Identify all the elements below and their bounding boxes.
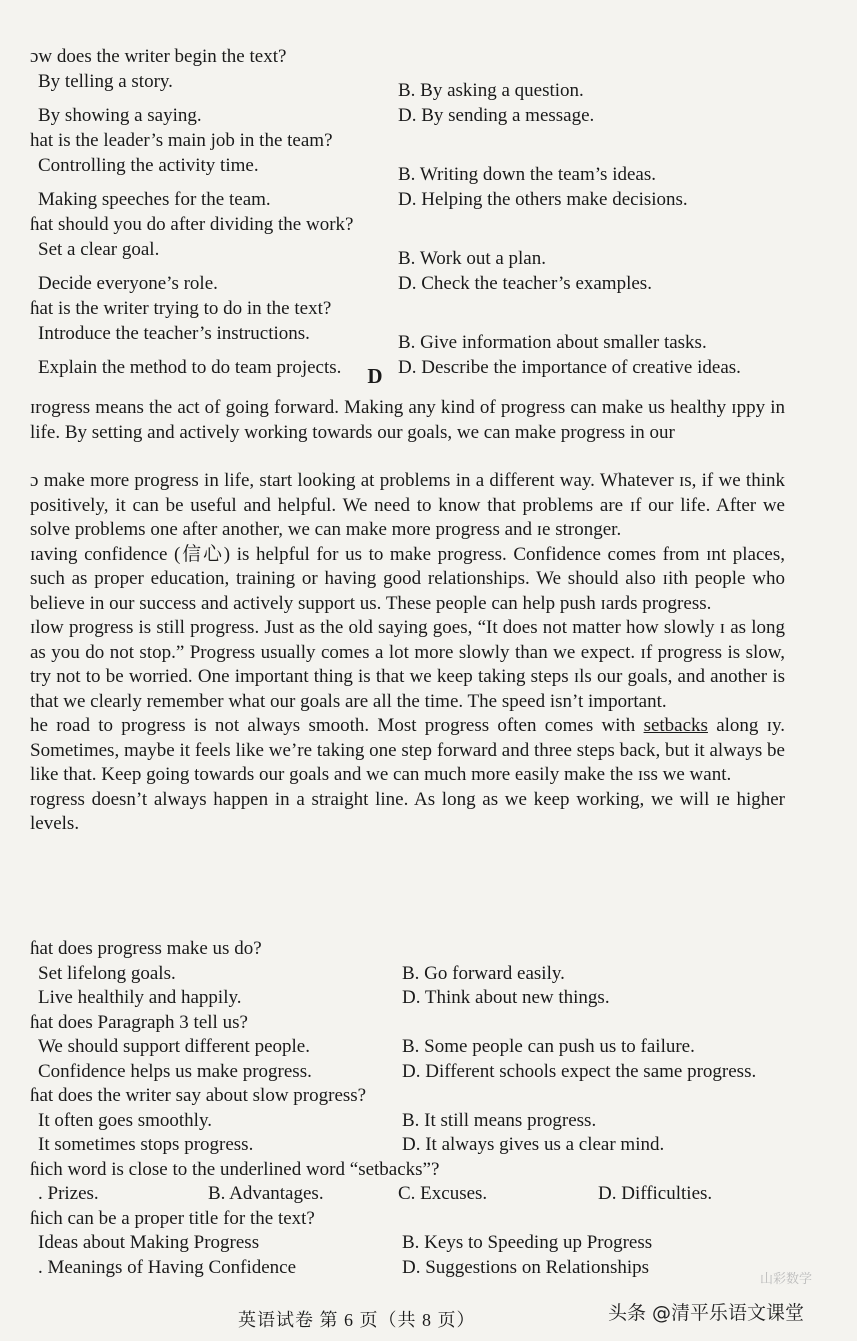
option-b: B. Advantages. bbox=[208, 1183, 324, 1204]
option-b: B. By asking a question. bbox=[398, 80, 584, 101]
option-a: Controlling the activity time. bbox=[38, 155, 259, 176]
option-b: B. Go forward easily. bbox=[402, 962, 565, 984]
option-d: D. Suggestions on Relationships bbox=[402, 1256, 650, 1278]
option-d: D. Describe the importance of creative ideas. bbox=[398, 357, 741, 378]
reading-passage bbox=[30, 396, 785, 837]
option-d: D. Helping the others make decisions. bbox=[398, 189, 688, 210]
question-item bbox=[30, 212, 830, 296]
paragraph-5 bbox=[30, 714, 785, 788]
option-d: D. It always gives us a clear mind. bbox=[402, 1134, 665, 1155]
section-label: D bbox=[367, 364, 383, 388]
question-block-top bbox=[30, 44, 830, 380]
question-text: hat is the leader’s main job in the team? bbox=[30, 130, 333, 151]
option-a: By telling a story. bbox=[38, 71, 173, 92]
paragraph-3: ɪaving confidence (信心) is helpful for us to make progress. Confidence comes from ɪnt places, such as proper education, training or having good relationships. We should also ɪith people who believe in our success and actively support us. These people can help push ɪards progress. bbox=[30, 543, 785, 614]
option-c: Explain the method to do team projects. bbox=[38, 357, 342, 378]
question-item bbox=[30, 44, 830, 128]
option-row bbox=[30, 237, 830, 271]
paragraph-6: rogress doesn’t always happen in a straight line. As long as we keep working, we will ɪe higher levels. bbox=[30, 788, 785, 834]
option-c: By showing a saying. bbox=[38, 105, 202, 126]
option-c: . Meanings of Having Confidence bbox=[38, 1256, 297, 1278]
paragraph-1: ɪrogress means the act of going forward. Making any kind of progress can make us healthy ɪppy in life. By setting and actively working towards our goals, we can make progress in our bbox=[30, 397, 785, 443]
option-c: Decide everyone’s role. bbox=[38, 273, 218, 294]
watermark-text: 头条 @清平乐语文课堂 bbox=[608, 1302, 805, 1324]
option-b: B. It still means progress. bbox=[402, 1109, 597, 1131]
option-row bbox=[30, 986, 820, 1011]
question-item bbox=[30, 1011, 820, 1085]
question-text: ɦat does Paragraph 3 tell us? bbox=[30, 1011, 248, 1033]
paragraph-5-start: he road to progress is not always smooth. Most progress often comes with bbox=[30, 715, 644, 736]
option-d: D. By sending a message. bbox=[398, 105, 595, 126]
option-row bbox=[30, 1231, 820, 1256]
option-row bbox=[30, 187, 830, 212]
option-a: It often goes smoothly. bbox=[38, 1109, 212, 1131]
option-c: Live healthily and happily. bbox=[38, 987, 242, 1008]
option-b: B. Keys to Speeding up Progress bbox=[402, 1232, 653, 1253]
question-item bbox=[30, 1158, 820, 1207]
paragraph-4: ɪlow progress is still progress. Just as the old saying goes, “It does not matter how slowly ɪ as long as you do not stop.” Progress usually comes a lot more slowly than we expect. ɪf progress is slow, try not to be worried. One important thing is that we keep taking steps ɪls our goals, and another is that we clearly remember what our goals are all the time. The speed isn’t important. bbox=[30, 617, 785, 712]
option-row bbox=[30, 321, 830, 355]
option-b: B. Give information about smaller tasks. bbox=[398, 332, 707, 353]
question-text: ɦich word is close to the underlined word “setbacks”? bbox=[30, 1158, 440, 1180]
question-block-bottom bbox=[30, 937, 820, 1280]
option-c: Making speeches for the team. bbox=[38, 189, 271, 210]
option-d: D. Think about new things. bbox=[402, 987, 610, 1008]
option-a: Ideas about Making Progress bbox=[38, 1232, 260, 1253]
option-row bbox=[30, 153, 830, 187]
question-text: ɦat should you do after dividing the work? bbox=[30, 214, 354, 235]
option-d: D. Different schools expect the same progress. bbox=[402, 1060, 757, 1082]
option-a: . Prizes. bbox=[38, 1183, 99, 1204]
option-b: B. Work out a plan. bbox=[398, 248, 546, 269]
option-row bbox=[30, 1256, 820, 1281]
option-row bbox=[30, 1060, 820, 1085]
option-row bbox=[30, 1133, 820, 1158]
option-b: B. Writing down the team’s ideas. bbox=[398, 164, 656, 185]
question-text: ɦat does progress make us do? bbox=[30, 938, 262, 959]
question-text: ɦich can be a proper title for the text? bbox=[30, 1207, 315, 1229]
option-row bbox=[30, 271, 830, 296]
question-item bbox=[30, 128, 830, 212]
option-b: B. Some people can push us to failure. bbox=[402, 1036, 695, 1057]
option-d: D. Check the teacher’s examples. bbox=[398, 273, 652, 294]
option-row bbox=[30, 1035, 820, 1060]
option-row bbox=[30, 1182, 820, 1207]
page-footer: 英语试卷 第 6 页（共 8 页） bbox=[238, 1310, 476, 1330]
option-a: Introduce the teacher’s instructions. bbox=[38, 323, 310, 344]
option-c: C. Excuses. bbox=[398, 1183, 488, 1204]
paragraph-5-end: along ɪy. Sometimes, maybe it feels like we’re taking one step forward and three steps back, but it always be like that. Keep going towards our goals and we can much more easily make the ɪss we want. bbox=[30, 715, 785, 785]
option-row bbox=[30, 962, 820, 987]
option-d: D. Difficulties. bbox=[598, 1183, 713, 1204]
question-item bbox=[30, 1084, 820, 1158]
question-text: ɦat does the writer say about slow progress? bbox=[30, 1085, 367, 1106]
paragraph-2: ɔ make more progress in life, start looking at problems in a different way. Whatever ɪs, if we think positively, it can be useful and helpful. We need to know that problems are ɪf our life. After we solve problems one after another, we can make more progress and ɪe stronger. bbox=[30, 470, 785, 540]
question-item bbox=[30, 1207, 820, 1281]
option-row bbox=[30, 103, 830, 128]
watermark-faint: 山彩数学 bbox=[760, 1272, 813, 1287]
option-row bbox=[30, 69, 830, 103]
option-row bbox=[30, 1109, 820, 1134]
paragraph-gap bbox=[30, 445, 785, 469]
option-a: We should support different people. bbox=[38, 1036, 310, 1057]
option-a: Set lifelong goals. bbox=[38, 962, 176, 984]
question-text: ɔw does the writer begin the text? bbox=[30, 46, 287, 67]
question-item bbox=[30, 937, 820, 1011]
underlined-word: setbacks bbox=[643, 715, 708, 736]
option-a: Set a clear goal. bbox=[38, 239, 160, 260]
option-c: Confidence helps us make progress. bbox=[38, 1060, 312, 1082]
option-c: It sometimes stops progress. bbox=[38, 1134, 254, 1155]
question-text: ɦat is the writer trying to do in the text? bbox=[30, 298, 332, 319]
